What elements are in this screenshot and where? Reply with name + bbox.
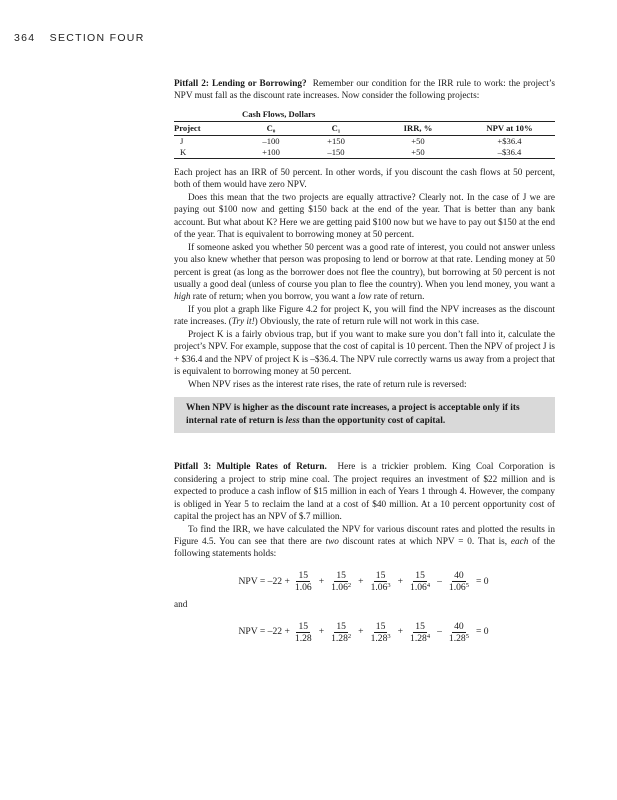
table-cell: +50 xyxy=(372,147,464,159)
group-header-cash-flows: Cash Flows, Dollars xyxy=(242,109,372,122)
paragraph: When NPV rises as the interest rate rises, the rate of return rule is reversed: xyxy=(188,379,467,390)
paragraph: Each project has an IRR of 50 percent. In other words, if you discount the cash flows at 50 percent, both of them would have zero NPV. xyxy=(174,167,555,191)
table-cell: +100 xyxy=(242,147,300,159)
pitfall2-intro: Remember our condition for the IRR rule to work: the project’s NPV must fall as the discount rate increases. Now consider the following projects: xyxy=(174,79,556,102)
col-header-c0: C₀ xyxy=(242,121,300,135)
key-rule-callout: When NPV is higher as the discount rate increases, a project is acceptable only if its internal rate of return is less than the opportunity cost of capital. xyxy=(174,397,555,433)
table-cell: –100 xyxy=(262,135,280,146)
table-header-row xyxy=(174,121,555,135)
paragraph: Does this mean that the two projects are equally attractive? Clearly not. In the case of J we are paying out $100 now and getting $150 back at the end of the year. That is better than any bank account. But what about K? Here we are getting paid $100 now but we have to pay out $150 at the end of the year. That is equivalent to borrowing money at 50 percent. xyxy=(174,192,555,241)
table-cell: –$36.4 xyxy=(464,147,555,159)
table-group-header-row xyxy=(174,109,555,122)
page-number: 364 xyxy=(14,32,36,44)
table-cell: J xyxy=(180,135,184,146)
paragraph: To find the IRR, we have calculated the NPV for various discount rates and plotted the results in Figure 4.5. You can see that there are two discount rates at which NPV = 0. That is, each of the following statements holds: xyxy=(174,524,555,560)
equation-connector: and xyxy=(174,599,188,610)
table-cell: +50 xyxy=(411,135,425,146)
pitfall2-paragraph xyxy=(174,78,555,103)
cash-flow-table xyxy=(174,109,555,159)
pitfall3-heading: Pitfall 3: Multiple Rates of Return. xyxy=(174,462,327,473)
col-header-c1: C₁ xyxy=(300,121,372,135)
pitfall3-intro: Here is a trickier problem. King Coal Corporation is considering a project to strip mine coal. The project requires an investment of $22 million and is expected to produce a cash inflow of $15 million in each of Years 1 through 4. However, the company is obliged in Year 5 to reclaim the land at a cost of $40 million. At a 10 percent opportunity cost of capital the project has an NPV of $.7 million. xyxy=(174,462,555,523)
table-cell: –150 xyxy=(300,147,372,159)
paragraph: Project K is a fairly obvious trap, but if you want to make sure you don’t fall into it, calculate the project’s NPV. For example, suppose that the cost of capital is 10 percent. Then the NPV of project J is + $36.4 and the NPV of project K is –$36.4. The NPV rule correctly warns us away from a project that is equivalent to borrowing money at 50 percent. xyxy=(174,329,555,378)
equation-npv-6pct: NPV = –22 + $\frac{15}{1.06}$ + $\frac{15}{1.06^2}$ + $\frac{15}{1.06^3}$ + $\frac{15}{1.06^4}$ – $\frac{40}{1.06^5}$ = 0 xyxy=(238,570,489,594)
table-cell: +150 xyxy=(327,135,345,146)
table-row xyxy=(174,135,555,147)
table-row xyxy=(174,147,555,159)
table-cell: K xyxy=(174,147,242,159)
section-title: SECTION FOUR xyxy=(49,32,145,44)
pitfall2-heading: Pitfall 2: Lending or Borrowing? xyxy=(174,79,307,89)
table-cell: +$36.4 xyxy=(497,135,522,146)
col-header-irr: IRR, % xyxy=(372,121,464,135)
equation-npv-28pct: NPV = –22 + $\frac{15}{1.28}$ + $\frac{15}{1.28^2}$ + $\frac{15}{1.28^3}$ + $\frac{15}{1.28^4}$ – $\frac{40}{1.28^5}$ = 0 xyxy=(238,620,489,644)
pitfall3-paragraph xyxy=(174,461,555,523)
paragraph: If you plot a graph like Figure 4.2 for project K, you will find the NPV increases as the discount rate increases. (Try it!) Obviously, the rate of return rule will not work in this case. xyxy=(174,304,555,328)
col-header-npv: NPV at 10% xyxy=(464,121,555,135)
paragraph: If someone asked you whether 50 percent was a good rate of interest, you could not answer unless you also knew whether that person was proposing to lend or borrow at that rate. Lending money at 50 percent is great (as long as the borrower does not flee the country), but borrowing at 50 percent is not usually a good deal (unless of course you plan to flee the country). When you lend money, you want a high rate of return; when you borrow, you want a low rate of return. xyxy=(174,242,555,303)
body-text xyxy=(174,78,555,649)
col-header-project: Project xyxy=(174,121,242,135)
running-header xyxy=(14,32,145,44)
